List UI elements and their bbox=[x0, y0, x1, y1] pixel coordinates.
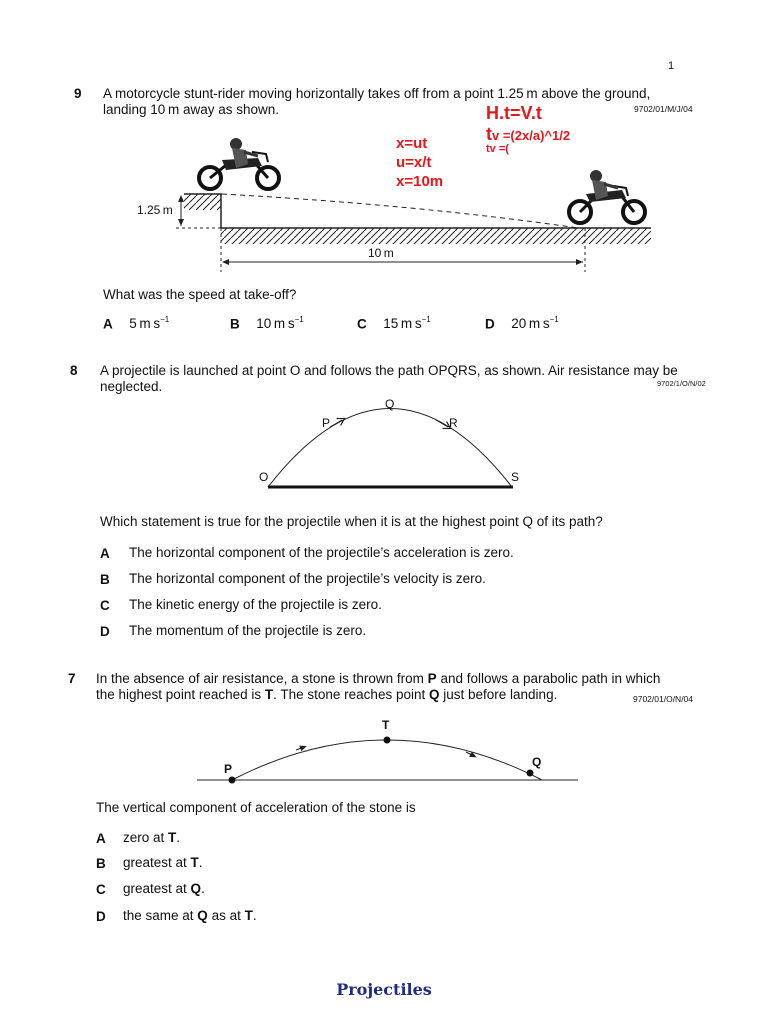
text-run: . bbox=[198, 855, 203, 870]
option-letter: A bbox=[103, 316, 113, 332]
direction-arrow bbox=[296, 747, 304, 750]
text-run: . bbox=[252, 908, 257, 923]
option-d bbox=[96, 908, 257, 926]
text-run: . The stone reaches point bbox=[273, 687, 429, 702]
point-label-r: R bbox=[449, 416, 458, 430]
text-run: In the absence of air resistance, a stone is thrown from bbox=[96, 671, 428, 686]
option-text: The horizontal component of the projectile’s acceleration is zero. bbox=[129, 545, 514, 560]
option-exponent: −1 bbox=[421, 315, 431, 324]
text-run: the same at bbox=[123, 908, 198, 923]
text-run: greatest at bbox=[123, 855, 191, 870]
option-b bbox=[96, 855, 203, 873]
page-number: 1 bbox=[668, 60, 675, 72]
text-run-bold: P bbox=[427, 671, 437, 686]
point-label-s: S bbox=[511, 470, 520, 484]
handwritten-note: x=ut bbox=[396, 135, 428, 152]
option-letter: D bbox=[100, 624, 110, 639]
height-label: 1.25 m bbox=[137, 203, 173, 217]
option-letter: B bbox=[100, 572, 110, 587]
stone-path bbox=[232, 740, 542, 780]
option-text bbox=[123, 855, 203, 870]
handwritten-note: u=x/t bbox=[396, 154, 432, 171]
handwritten-note-main: t bbox=[486, 124, 492, 144]
text-run: and follows a parabolic path in which bbox=[436, 671, 661, 686]
text-run: the highest point reached is bbox=[96, 687, 265, 702]
option-text: The momentum of the projectile is zero. bbox=[129, 623, 367, 638]
question-number: 9 bbox=[74, 86, 82, 101]
text-run: zero at bbox=[123, 830, 169, 845]
option-text: 20 m s bbox=[511, 316, 550, 332]
question-text-line: neglected. bbox=[100, 379, 163, 394]
point-label-p: P bbox=[224, 762, 233, 776]
text-run: . bbox=[176, 830, 181, 845]
option-exponent: −1 bbox=[294, 315, 304, 324]
handwritten-note: x=10m bbox=[396, 173, 444, 190]
distance-label: 10 m bbox=[368, 246, 394, 260]
option-a bbox=[96, 830, 181, 848]
option-letter: D bbox=[96, 909, 106, 924]
text-run: just before landing. bbox=[439, 687, 558, 702]
option-text: The horizontal component of the projectile’s velocity is zero. bbox=[129, 571, 486, 586]
handwritten-note: H.t=V.t bbox=[486, 103, 542, 123]
text-run-bold: Q bbox=[428, 687, 440, 702]
point-label-p: P bbox=[322, 416, 331, 430]
question-prompt: What was the speed at take-off? bbox=[103, 287, 297, 302]
text-run: as at bbox=[207, 908, 245, 923]
text-run-bold: T bbox=[264, 687, 274, 702]
point-q-dot bbox=[527, 770, 534, 777]
paper-reference: 9702/01/M/J/04 bbox=[634, 104, 693, 114]
option-letter: B bbox=[96, 856, 106, 871]
point-label-t: T bbox=[382, 718, 390, 732]
option-letter: D bbox=[485, 316, 495, 332]
option-letter: C bbox=[96, 882, 106, 897]
option-letter: C bbox=[357, 316, 367, 332]
option-letter: A bbox=[100, 546, 110, 561]
option-text bbox=[123, 881, 205, 896]
text-run-bold: T bbox=[168, 830, 177, 845]
point-label-q: Q bbox=[532, 755, 542, 769]
option-text: The kinetic energy of the projectile is zero. bbox=[129, 597, 382, 612]
question-number: 7 bbox=[68, 671, 76, 686]
option-text bbox=[123, 830, 180, 845]
option-letter: A bbox=[96, 831, 106, 846]
option-text bbox=[123, 908, 257, 923]
option-text: 15 m s bbox=[383, 316, 422, 332]
question-text-line: A motorcycle stunt-rider moving horizontally takes off from a point 1.25 m above the ground, bbox=[103, 86, 651, 101]
question-text-line: A projectile is launched at point O and follows the path OPQRS, as shown. Air resistance may be bbox=[100, 363, 678, 378]
option-exponent: −1 bbox=[549, 315, 559, 324]
question-number: 8 bbox=[70, 363, 78, 378]
option-letter: C bbox=[100, 598, 110, 613]
text-run: . bbox=[201, 881, 205, 896]
point-label-q: Q bbox=[385, 397, 395, 411]
option-c bbox=[96, 881, 205, 899]
option-exponent: −1 bbox=[160, 315, 170, 324]
option-text: 5 m s bbox=[129, 316, 161, 332]
question-prompt: Which statement is true for the projectile when it is at the highest point Q of its path? bbox=[100, 514, 603, 529]
text-run: greatest at bbox=[123, 881, 191, 896]
question-prompt: The vertical component of acceleration of the stone is bbox=[96, 800, 416, 815]
text-run-bold: Q bbox=[190, 881, 202, 896]
text-run-bold: T bbox=[244, 908, 253, 923]
handwritten-note-rest: v =(2x/a)^1/2 bbox=[492, 128, 571, 143]
paper-reference: 9702/1/O/N/02 bbox=[657, 379, 706, 388]
point-label-o: O bbox=[259, 470, 269, 484]
point-t-dot bbox=[384, 737, 391, 744]
option-letter: B bbox=[230, 316, 240, 332]
text-run-bold: Q bbox=[197, 908, 208, 923]
option-text: 10 m s bbox=[256, 316, 295, 332]
question-text-line: landing 10 m away as shown. bbox=[103, 102, 280, 117]
point-p-dot bbox=[229, 777, 236, 784]
page-footer-title: Projectiles bbox=[336, 980, 432, 999]
text-run-bold: T bbox=[190, 855, 199, 870]
handwritten-note: tv =( bbox=[486, 143, 509, 155]
paper-reference: 9702/01/O/N/04 bbox=[633, 694, 694, 704]
